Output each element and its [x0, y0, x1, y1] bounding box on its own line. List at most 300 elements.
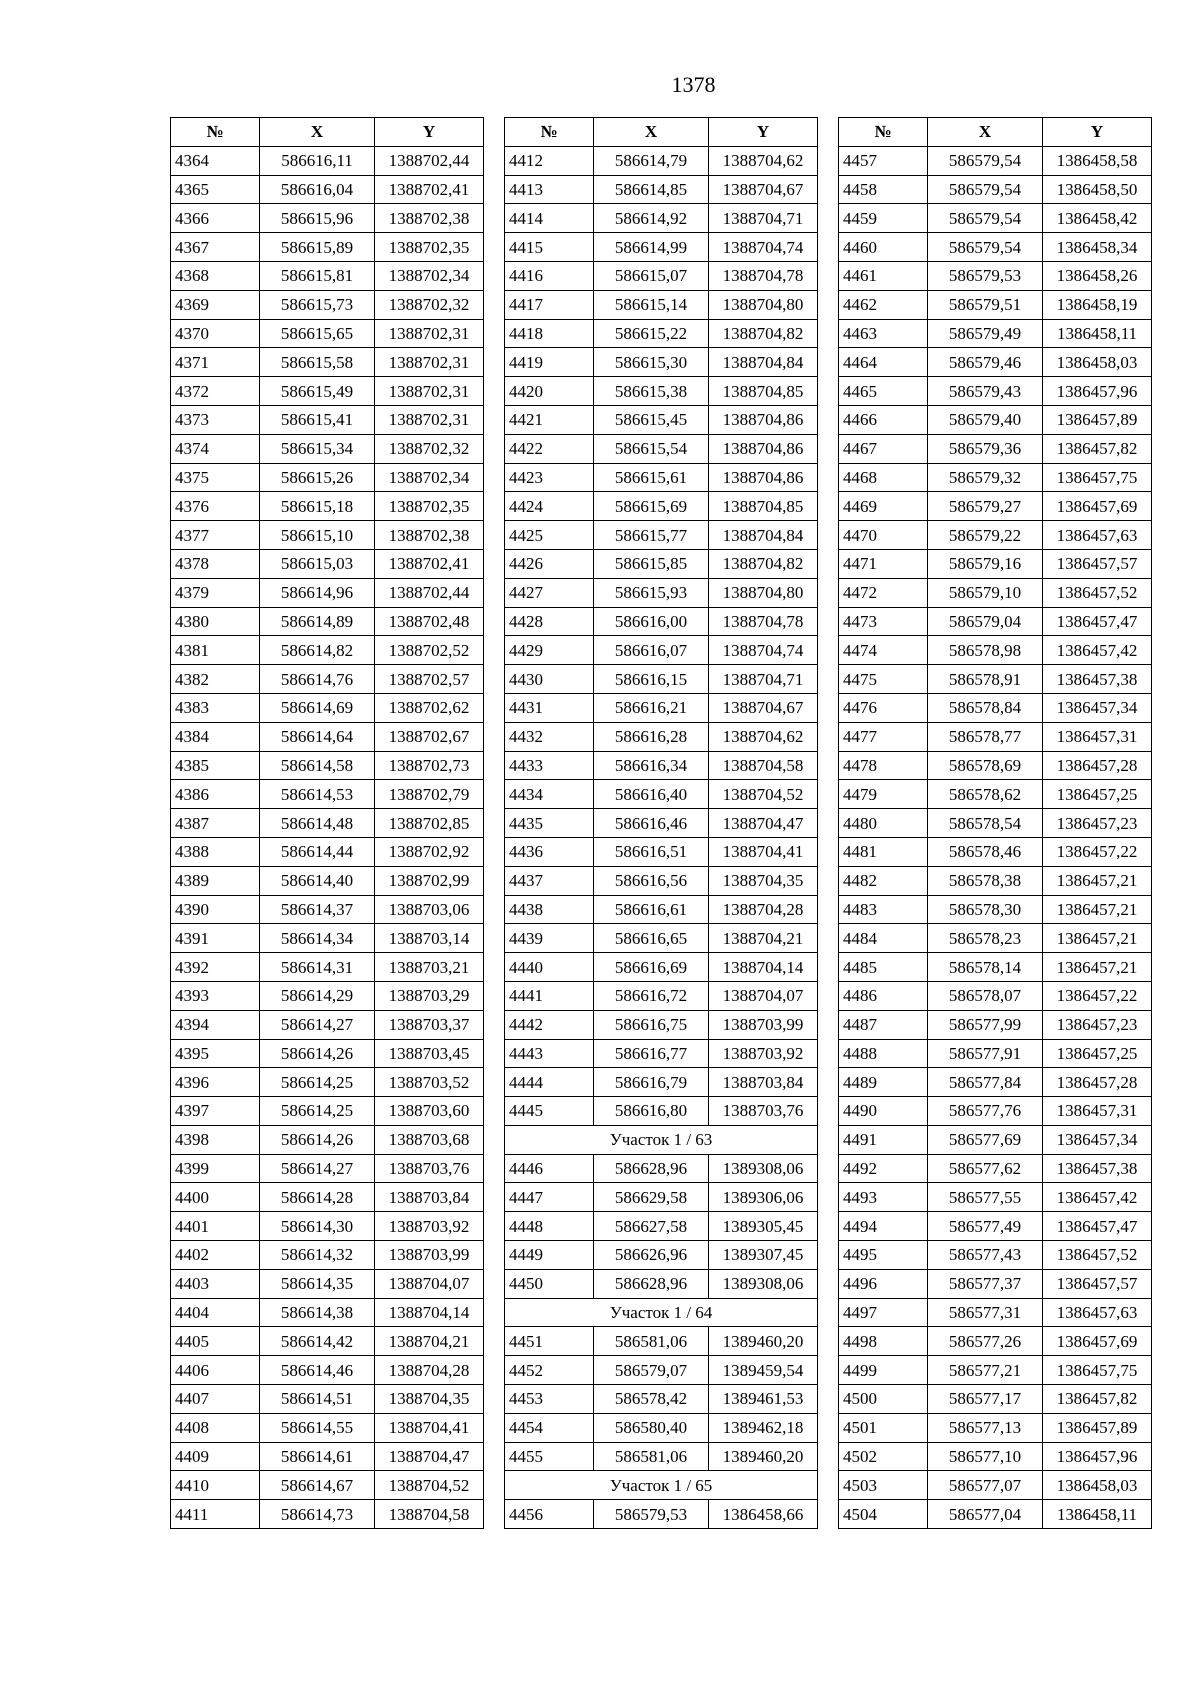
x-coordinate-cell: 586578,91: [928, 665, 1043, 694]
section-row: [505, 1298, 818, 1327]
table-row: [505, 924, 818, 953]
y-coordinate-cell: 1386458,11: [1043, 319, 1152, 348]
point-number-cell: 4425: [505, 521, 594, 550]
x-coordinate-cell: 586615,54: [594, 434, 709, 463]
x-coordinate-cell: 586616,46: [594, 809, 709, 838]
point-number-cell: 4370: [171, 319, 260, 348]
y-coordinate-cell: 1388704,86: [709, 463, 818, 492]
y-coordinate-cell: 1388702,48: [375, 607, 484, 636]
point-number-cell: 4390: [171, 895, 260, 924]
x-coordinate-cell: 586615,38: [594, 377, 709, 406]
x-coordinate-cell: 586579,51: [928, 290, 1043, 319]
table-row: [839, 1356, 1152, 1385]
y-coordinate-cell: 1389308,06: [709, 1269, 818, 1298]
y-coordinate-cell: 1388702,52: [375, 636, 484, 665]
y-coordinate-cell: 1389462,18: [709, 1413, 818, 1442]
table-row: [171, 1500, 484, 1529]
table-row: [505, 1500, 818, 1529]
x-coordinate-cell: 586578,14: [928, 953, 1043, 982]
point-number-cell: 4447: [505, 1183, 594, 1212]
y-coordinate-cell: 1388702,38: [375, 204, 484, 233]
table-row: [171, 1039, 484, 1068]
point-number-cell: 4471: [839, 549, 928, 578]
y-coordinate-cell: 1386457,57: [1043, 1269, 1152, 1298]
y-coordinate-cell: 1386457,69: [1043, 492, 1152, 521]
table-row: [171, 1241, 484, 1270]
y-coordinate-cell: 1389305,45: [709, 1212, 818, 1241]
table-row: [171, 146, 484, 175]
y-coordinate-cell: 1389459,54: [709, 1356, 818, 1385]
x-coordinate-cell: 586578,77: [928, 722, 1043, 751]
y-coordinate-cell: 1386458,19: [1043, 290, 1152, 319]
point-number-cell: 4426: [505, 549, 594, 578]
point-number-cell: 4458: [839, 175, 928, 204]
point-number-cell: 4434: [505, 780, 594, 809]
table-row: [839, 405, 1152, 434]
table-row: [171, 175, 484, 204]
table-row: [839, 1154, 1152, 1183]
y-coordinate-cell: 1388703,92: [375, 1212, 484, 1241]
table-row: [839, 665, 1152, 694]
x-coordinate-cell: 586614,27: [260, 1154, 375, 1183]
x-coordinate-cell: 586616,40: [594, 780, 709, 809]
y-coordinate-cell: 1388704,58: [375, 1500, 484, 1529]
x-coordinate-cell: 586578,23: [928, 924, 1043, 953]
header-y: Y: [375, 118, 484, 147]
x-coordinate-cell: 586616,77: [594, 1039, 709, 1068]
table-row: [171, 636, 484, 665]
x-coordinate-cell: 586579,53: [594, 1500, 709, 1529]
y-coordinate-cell: 1386457,28: [1043, 751, 1152, 780]
x-coordinate-cell: 586615,45: [594, 405, 709, 434]
point-number-cell: 4438: [505, 895, 594, 924]
table-row: [171, 492, 484, 521]
x-coordinate-cell: 586627,58: [594, 1212, 709, 1241]
x-coordinate-cell: 586614,25: [260, 1097, 375, 1126]
y-coordinate-cell: 1388702,34: [375, 261, 484, 290]
table-row: [505, 751, 818, 780]
y-coordinate-cell: 1388704,28: [709, 895, 818, 924]
x-coordinate-cell: 586614,38: [260, 1298, 375, 1327]
point-number-cell: 4498: [839, 1327, 928, 1356]
point-number-cell: 4483: [839, 895, 928, 924]
table-row: [171, 1212, 484, 1241]
table-row: [171, 953, 484, 982]
x-coordinate-cell: 586581,06: [594, 1442, 709, 1471]
x-coordinate-cell: 586579,40: [928, 405, 1043, 434]
x-coordinate-cell: 586577,49: [928, 1212, 1043, 1241]
point-number-cell: 4388: [171, 837, 260, 866]
point-number-cell: 4423: [505, 463, 594, 492]
point-number-cell: 4387: [171, 809, 260, 838]
table-row: [505, 521, 818, 550]
table-row: [505, 578, 818, 607]
table-row: [505, 146, 818, 175]
point-number-cell: 4381: [171, 636, 260, 665]
point-number-cell: 4380: [171, 607, 260, 636]
header-y: Y: [1043, 118, 1152, 147]
y-coordinate-cell: 1386457,96: [1043, 1442, 1152, 1471]
x-coordinate-cell: 586579,10: [928, 578, 1043, 607]
x-coordinate-cell: 586577,04: [928, 1500, 1043, 1529]
point-number-cell: 4394: [171, 1010, 260, 1039]
table-row: [839, 981, 1152, 1010]
point-number-cell: 4475: [839, 665, 928, 694]
table-row: [839, 463, 1152, 492]
table-row: [171, 1010, 484, 1039]
x-coordinate-cell: 586614,69: [260, 693, 375, 722]
y-coordinate-cell: 1388703,37: [375, 1010, 484, 1039]
y-coordinate-cell: 1386457,21: [1043, 866, 1152, 895]
table-row: [839, 578, 1152, 607]
point-number-cell: 4441: [505, 981, 594, 1010]
y-coordinate-cell: 1388703,14: [375, 924, 484, 953]
table-row: [171, 1356, 484, 1385]
x-coordinate-cell: 586616,69: [594, 953, 709, 982]
table-row: [505, 1010, 818, 1039]
y-coordinate-cell: 1386457,25: [1043, 1039, 1152, 1068]
point-number-cell: 4456: [505, 1500, 594, 1529]
point-number-cell: 4398: [171, 1125, 260, 1154]
point-number-cell: 4449: [505, 1241, 594, 1270]
table-row: [505, 1039, 818, 1068]
y-coordinate-cell: 1386458,34: [1043, 233, 1152, 262]
point-number-cell: 4383: [171, 693, 260, 722]
x-coordinate-cell: 586579,04: [928, 607, 1043, 636]
table-row: [505, 953, 818, 982]
y-coordinate-cell: 1388703,99: [375, 1241, 484, 1270]
y-coordinate-cell: 1388704,74: [709, 636, 818, 665]
x-coordinate-cell: 586577,31: [928, 1298, 1043, 1327]
x-coordinate-cell: 586615,96: [260, 204, 375, 233]
section-title: Участок 1 / 64: [505, 1298, 818, 1327]
table-row: [505, 1442, 818, 1471]
y-coordinate-cell: 1388704,85: [709, 492, 818, 521]
point-number-cell: 4364: [171, 146, 260, 175]
x-coordinate-cell: 586615,03: [260, 549, 375, 578]
table-row: [505, 1068, 818, 1097]
x-coordinate-cell: 586628,96: [594, 1269, 709, 1298]
x-coordinate-cell: 586579,49: [928, 319, 1043, 348]
point-number-cell: 4460: [839, 233, 928, 262]
x-coordinate-cell: 586616,72: [594, 981, 709, 1010]
point-number-cell: 4476: [839, 693, 928, 722]
table-row: [505, 636, 818, 665]
point-number-cell: 4495: [839, 1241, 928, 1270]
x-coordinate-cell: 586579,53: [928, 261, 1043, 290]
point-number-cell: 4421: [505, 405, 594, 434]
point-number-cell: 4496: [839, 1269, 928, 1298]
x-coordinate-cell: 586614,48: [260, 809, 375, 838]
table-row: [839, 377, 1152, 406]
y-coordinate-cell: 1388703,29: [375, 981, 484, 1010]
x-coordinate-cell: 586616,04: [260, 175, 375, 204]
point-number-cell: 4473: [839, 607, 928, 636]
table-row: [171, 1154, 484, 1183]
x-coordinate-cell: 586578,42: [594, 1385, 709, 1414]
table-row: [505, 866, 818, 895]
y-coordinate-cell: 1386457,31: [1043, 722, 1152, 751]
point-number-cell: 4430: [505, 665, 594, 694]
x-coordinate-cell: 586614,34: [260, 924, 375, 953]
y-coordinate-cell: 1388704,86: [709, 434, 818, 463]
y-coordinate-cell: 1388704,80: [709, 578, 818, 607]
x-coordinate-cell: 586614,32: [260, 1241, 375, 1270]
point-number-cell: 4382: [171, 665, 260, 694]
point-number-cell: 4486: [839, 981, 928, 1010]
point-number-cell: 4410: [171, 1471, 260, 1500]
x-coordinate-cell: 586577,43: [928, 1241, 1043, 1270]
y-coordinate-cell: 1386457,42: [1043, 1183, 1152, 1212]
x-coordinate-cell: 586578,69: [928, 751, 1043, 780]
table-row: [171, 693, 484, 722]
x-coordinate-cell: 586579,54: [928, 233, 1043, 262]
x-coordinate-cell: 586614,26: [260, 1039, 375, 1068]
y-coordinate-cell: 1388704,71: [709, 665, 818, 694]
x-coordinate-cell: 586615,49: [260, 377, 375, 406]
x-coordinate-cell: 586615,61: [594, 463, 709, 492]
x-coordinate-cell: 586615,65: [260, 319, 375, 348]
y-coordinate-cell: 1386457,21: [1043, 924, 1152, 953]
y-coordinate-cell: 1386457,21: [1043, 895, 1152, 924]
y-coordinate-cell: 1388704,14: [709, 953, 818, 982]
y-coordinate-cell: 1388704,78: [709, 261, 818, 290]
x-coordinate-cell: 586578,98: [928, 636, 1043, 665]
x-coordinate-cell: 586579,54: [928, 175, 1043, 204]
table-row: [839, 1500, 1152, 1529]
y-coordinate-cell: 1386457,75: [1043, 1356, 1152, 1385]
table-row: [839, 1413, 1152, 1442]
x-coordinate-cell: 586616,07: [594, 636, 709, 665]
x-coordinate-cell: 586579,22: [928, 521, 1043, 550]
y-coordinate-cell: 1386457,82: [1043, 1385, 1152, 1414]
y-coordinate-cell: 1389307,45: [709, 1241, 818, 1270]
y-coordinate-cell: 1386458,50: [1043, 175, 1152, 204]
y-coordinate-cell: 1388704,35: [375, 1385, 484, 1414]
table-row: [505, 1212, 818, 1241]
point-number-cell: 4450: [505, 1269, 594, 1298]
table-row: [839, 751, 1152, 780]
x-coordinate-cell: 586614,40: [260, 866, 375, 895]
x-coordinate-cell: 586616,00: [594, 607, 709, 636]
point-number-cell: 4457: [839, 146, 928, 175]
point-number-cell: 4477: [839, 722, 928, 751]
table-row: [171, 348, 484, 377]
point-number-cell: 4472: [839, 578, 928, 607]
x-coordinate-cell: 586614,85: [594, 175, 709, 204]
table-row: [505, 233, 818, 262]
y-coordinate-cell: 1386457,63: [1043, 1298, 1152, 1327]
y-coordinate-cell: 1388702,57: [375, 665, 484, 694]
point-number-cell: 4424: [505, 492, 594, 521]
point-number-cell: 4419: [505, 348, 594, 377]
x-coordinate-cell: 586615,30: [594, 348, 709, 377]
y-coordinate-cell: 1386457,69: [1043, 1327, 1152, 1356]
table-row: [171, 809, 484, 838]
table-row: [839, 780, 1152, 809]
table-row: [171, 578, 484, 607]
x-coordinate-cell: 586615,89: [260, 233, 375, 262]
point-number-cell: 4442: [505, 1010, 594, 1039]
table-row: [839, 290, 1152, 319]
point-number-cell: 4407: [171, 1385, 260, 1414]
y-coordinate-cell: 1389306,06: [709, 1183, 818, 1212]
table-row: [839, 1097, 1152, 1126]
table-row: [839, 549, 1152, 578]
point-number-cell: 4467: [839, 434, 928, 463]
point-number-cell: 4440: [505, 953, 594, 982]
y-coordinate-cell: 1388702,41: [375, 175, 484, 204]
table-row: [839, 492, 1152, 521]
x-coordinate-cell: 586614,64: [260, 722, 375, 751]
y-coordinate-cell: 1388704,84: [709, 348, 818, 377]
point-number-cell: 4446: [505, 1154, 594, 1183]
x-coordinate-cell: 586614,31: [260, 953, 375, 982]
x-coordinate-cell: 586614,46: [260, 1356, 375, 1385]
x-coordinate-cell: 586577,17: [928, 1385, 1043, 1414]
x-coordinate-cell: 586615,73: [260, 290, 375, 319]
point-number-cell: 4478: [839, 751, 928, 780]
table-row: [171, 204, 484, 233]
y-coordinate-cell: 1386457,82: [1043, 434, 1152, 463]
point-number-cell: 4429: [505, 636, 594, 665]
y-coordinate-cell: 1386457,96: [1043, 377, 1152, 406]
point-number-cell: 4395: [171, 1039, 260, 1068]
y-coordinate-cell: 1388703,92: [709, 1039, 818, 1068]
y-coordinate-cell: 1388702,38: [375, 521, 484, 550]
y-coordinate-cell: 1386458,58: [1043, 146, 1152, 175]
table-row: [505, 549, 818, 578]
table-row: [839, 1269, 1152, 1298]
table-row: [171, 607, 484, 636]
section-title: Участок 1 / 63: [505, 1125, 818, 1154]
y-coordinate-cell: 1388704,62: [709, 146, 818, 175]
table-row: [171, 434, 484, 463]
table-row: [839, 1442, 1152, 1471]
point-number-cell: 4455: [505, 1442, 594, 1471]
point-number-cell: 4412: [505, 146, 594, 175]
table-row: [839, 1241, 1152, 1270]
table-row: [171, 521, 484, 550]
table-row: [839, 261, 1152, 290]
x-coordinate-cell: 586614,53: [260, 780, 375, 809]
point-number-cell: 4480: [839, 809, 928, 838]
x-coordinate-cell: 586615,81: [260, 261, 375, 290]
y-coordinate-cell: 1388702,32: [375, 290, 484, 319]
table-row: [505, 175, 818, 204]
x-coordinate-cell: 586616,21: [594, 693, 709, 722]
x-coordinate-cell: 586615,69: [594, 492, 709, 521]
y-coordinate-cell: 1388702,35: [375, 233, 484, 262]
table-row: [839, 866, 1152, 895]
y-coordinate-cell: 1388703,60: [375, 1097, 484, 1126]
point-number-cell: 4482: [839, 866, 928, 895]
x-coordinate-cell: 586577,26: [928, 1327, 1043, 1356]
y-coordinate-cell: 1388704,52: [709, 780, 818, 809]
y-coordinate-cell: 1388704,82: [709, 319, 818, 348]
x-coordinate-cell: 586614,27: [260, 1010, 375, 1039]
table-header-row: [839, 118, 1152, 147]
table-row: [505, 981, 818, 1010]
point-number-cell: 4502: [839, 1442, 928, 1471]
point-number-cell: 4465: [839, 377, 928, 406]
table-row: [171, 924, 484, 953]
x-coordinate-cell: 586577,69: [928, 1125, 1043, 1154]
table-row: [839, 1183, 1152, 1212]
y-coordinate-cell: 1386457,75: [1043, 463, 1152, 492]
x-coordinate-cell: 586614,73: [260, 1500, 375, 1529]
table-row: [505, 722, 818, 751]
section-row: [505, 1471, 818, 1500]
table-row: [171, 1097, 484, 1126]
table-row: [505, 1097, 818, 1126]
x-coordinate-cell: 586614,99: [594, 233, 709, 262]
table-row: [171, 1327, 484, 1356]
point-number-cell: 4500: [839, 1385, 928, 1414]
y-coordinate-cell: 1386457,23: [1043, 809, 1152, 838]
table-row: [839, 636, 1152, 665]
y-coordinate-cell: 1389460,20: [709, 1442, 818, 1471]
x-coordinate-cell: 586616,56: [594, 866, 709, 895]
table-row: [839, 521, 1152, 550]
table-row: [839, 204, 1152, 233]
y-coordinate-cell: 1386458,11: [1043, 1500, 1152, 1529]
y-coordinate-cell: 1386457,22: [1043, 837, 1152, 866]
x-coordinate-cell: 586577,37: [928, 1269, 1043, 1298]
y-coordinate-cell: 1386458,03: [1043, 348, 1152, 377]
point-number-cell: 4422: [505, 434, 594, 463]
table-row: [505, 377, 818, 406]
point-number-cell: 4414: [505, 204, 594, 233]
header-y: Y: [709, 118, 818, 147]
x-coordinate-cell: 586614,61: [260, 1442, 375, 1471]
table-row: [505, 837, 818, 866]
point-number-cell: 4413: [505, 175, 594, 204]
table-row: [505, 1269, 818, 1298]
x-coordinate-cell: 586629,58: [594, 1183, 709, 1212]
table-row: [171, 722, 484, 751]
point-number-cell: 4385: [171, 751, 260, 780]
y-coordinate-cell: 1388704,47: [709, 809, 818, 838]
point-number-cell: 4504: [839, 1500, 928, 1529]
point-number-cell: 4497: [839, 1298, 928, 1327]
table-row: [171, 1385, 484, 1414]
table-row: [505, 348, 818, 377]
table-row: [171, 981, 484, 1010]
y-coordinate-cell: 1388702,44: [375, 146, 484, 175]
x-coordinate-cell: 586614,42: [260, 1327, 375, 1356]
y-coordinate-cell: 1388704,86: [709, 405, 818, 434]
x-coordinate-cell: 586616,80: [594, 1097, 709, 1126]
x-coordinate-cell: 586615,22: [594, 319, 709, 348]
point-number-cell: 4435: [505, 809, 594, 838]
x-coordinate-cell: 586628,96: [594, 1154, 709, 1183]
y-coordinate-cell: 1386457,34: [1043, 1125, 1152, 1154]
y-coordinate-cell: 1386457,34: [1043, 693, 1152, 722]
table-row: [839, 175, 1152, 204]
y-coordinate-cell: 1388704,52: [375, 1471, 484, 1500]
point-number-cell: 4399: [171, 1154, 260, 1183]
x-coordinate-cell: 586615,18: [260, 492, 375, 521]
table-row: [839, 434, 1152, 463]
x-coordinate-cell: 586614,67: [260, 1471, 375, 1500]
table-row: [839, 895, 1152, 924]
point-number-cell: 4459: [839, 204, 928, 233]
header-number: №: [505, 118, 594, 147]
y-coordinate-cell: 1386457,25: [1043, 780, 1152, 809]
table-row: [839, 1298, 1152, 1327]
x-coordinate-cell: 586615,07: [594, 261, 709, 290]
